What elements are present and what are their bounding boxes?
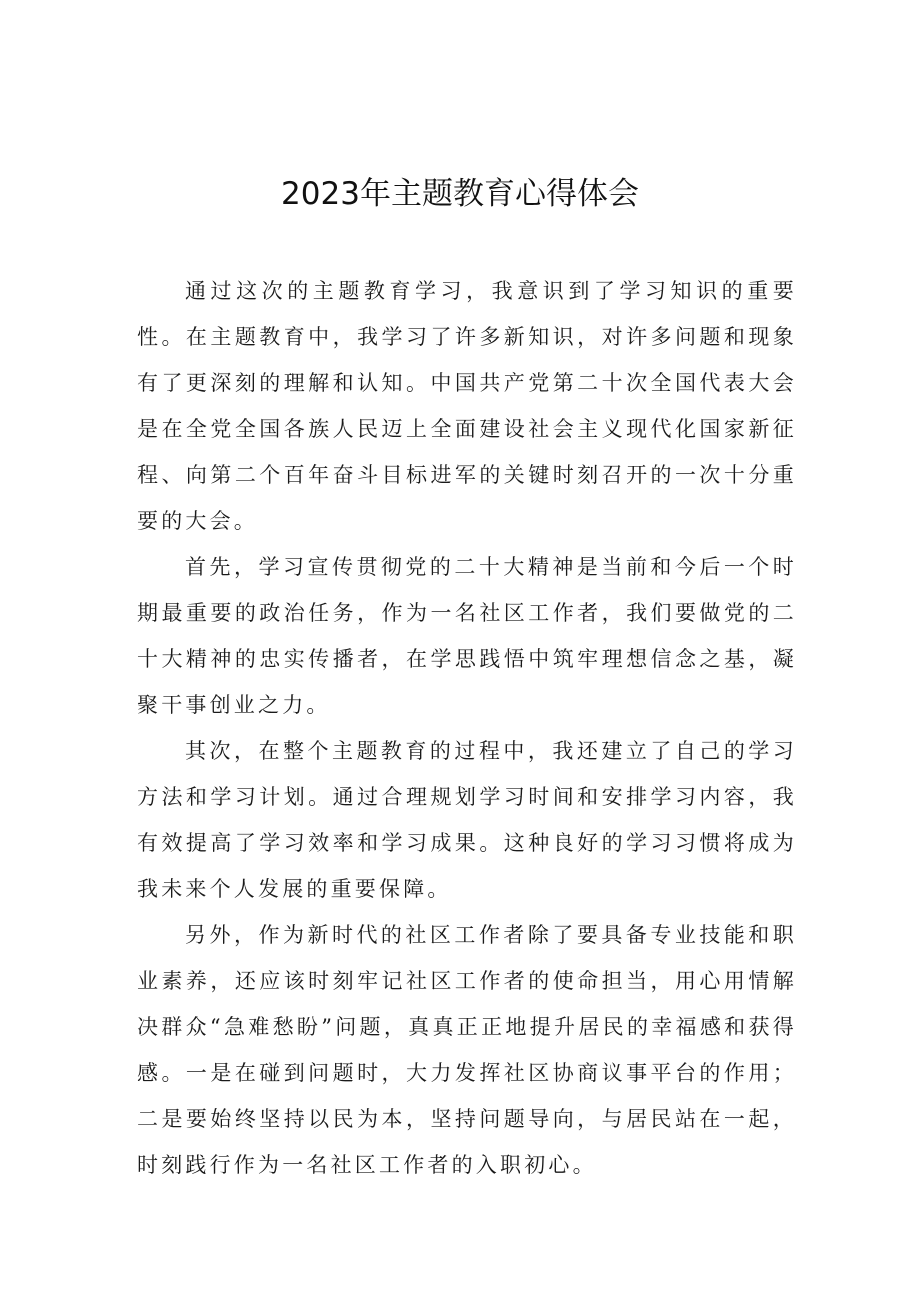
paragraph-2: 首先，学习宣传贯彻党的二十大精神是当前和今后一个时期最重要的政治任务，作为一名社区工作者，我们要做党的二十大精神的忠实传播者，在学思践悟中筑牢理想信念之基，凝聚干事创业之力。: [137, 555, 797, 717]
paragraph-1: 通过这次的主题教育学习，我意识到了学习知识的重要性。在主题教育中，我学习了许多新知识，对许多问题和现象有了更深刻的理解和认知。中国共产党第二十次全国代表大会是在全党全国各族人民迈上全面建设社会主义现代化国家新征程、向第二个百年奋斗目标进军的关键时刻召开的一次十分重要的大会。: [137, 279, 797, 533]
paragraph-3: 其次，在整个主题教育的过程中，我还建立了自己的学习方法和学习计划。通过合理规划学习时间和安排学习内容，我有效提高了学习效率和学习成果。这种良好的学习习惯将成为我未来个人发展的重要保障。: [137, 739, 797, 901]
document-body: [137, 268, 797, 1188]
paragraph-4: 另外，作为新时代的社区工作者除了要具备专业技能和职业素养，还应该时刻牢记社区工作者的使命担当，用心用情解决群众“急难愁盼”问题，真真正正地提升居民的幸福感和获得感。一是在碰到问题时，大力发挥社区协商议事平台的作用；二是要始终坚持以民为本，坚持问题导向，与居民站在一起，时刻践行作为一名社区工作者的入职初心。: [137, 923, 797, 1177]
document-title: 2023年主题教育心得体会: [281, 176, 639, 212]
